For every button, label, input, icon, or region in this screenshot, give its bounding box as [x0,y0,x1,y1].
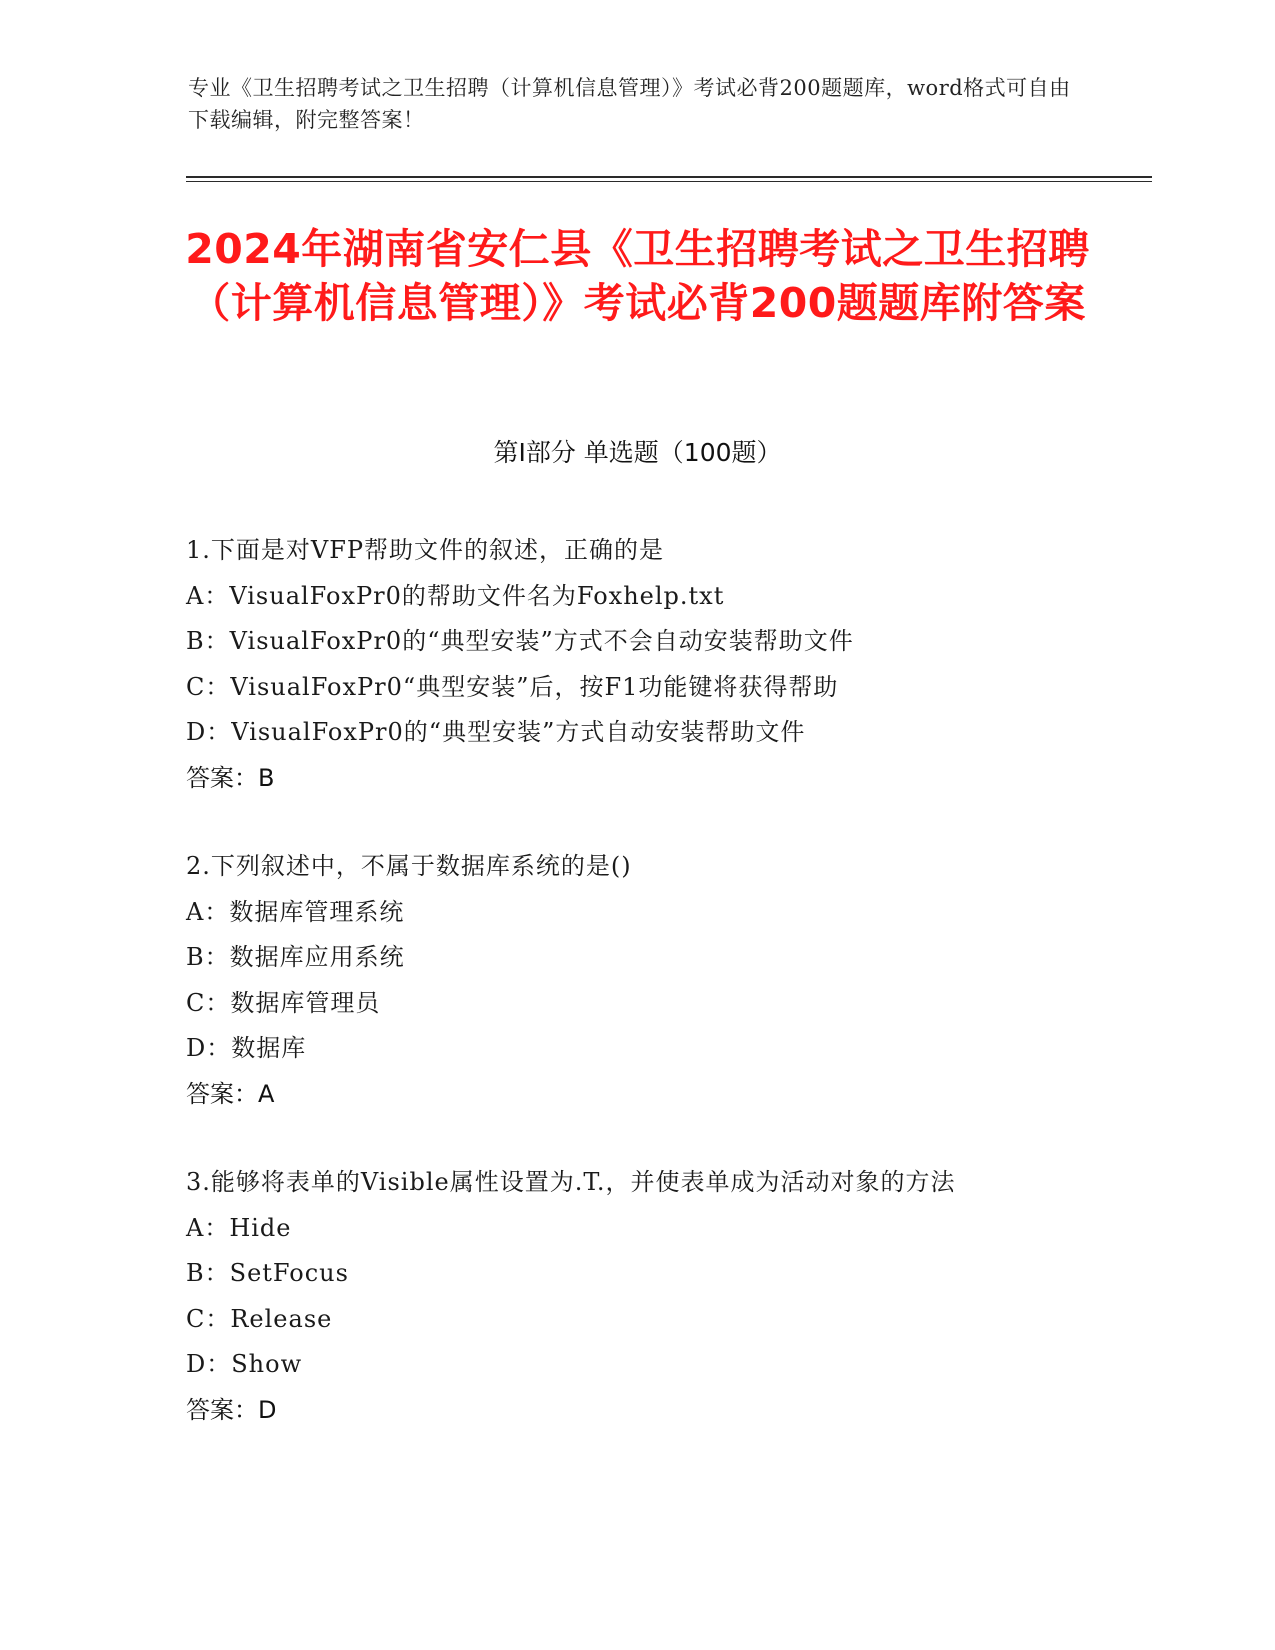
option-d: D：VisualFoxPr0的“典型安装”方式自动安装帮助文件 [186,718,806,746]
option-d: D：Show [186,1350,303,1378]
answer-line: 答案：A [186,1079,275,1108]
question-stem: 2.下列叙述中，不属于数据库系统的是() [186,852,632,880]
question-2 [186,844,1086,1117]
header-divider-thick [186,176,1152,178]
answer-line: 答案：D [186,1395,277,1424]
question-1 [186,528,1086,801]
option-b: B：SetFocus [186,1259,349,1287]
header-note: 专业《卫生招聘考试之卫生招聘（计算机信息管理）》考试必背200题题库，word格式可自由下载编辑，附完整答案！ [188,76,1071,132]
option-b: B：数据库应用系统 [186,943,405,971]
question-3 [186,1160,1086,1433]
header-divider-thin [186,181,1152,182]
question-list [186,528,1086,1476]
question-stem: 3.能够将表单的Visible属性设置为.T.，并使表单成为活动对象的方法 [186,1168,956,1196]
option-d: D：数据库 [186,1034,307,1062]
answer-line: 答案：B [186,763,275,792]
option-c: C：Release [186,1304,333,1333]
option-a: A：VisualFoxPr0的帮助文件名为Foxhelp.txt [186,581,725,610]
option-c: C：VisualFoxPr0“典型安装”后，按F1功能键将获得帮助 [186,672,839,701]
option-a: A：数据库管理系统 [186,897,405,926]
document-title: 2024年湖南省安仁县《卫生招聘考试之卫生招聘（计算机信息管理）》考试必背200题题库附答案 [185,225,1090,327]
option-c: C：数据库管理员 [186,988,381,1017]
question-stem: 1.下面是对VFP帮助文件的叙述，正确的是 [186,536,665,564]
option-a: A：Hide [186,1213,292,1242]
option-b: B：VisualFoxPr0的“典型安装”方式不会自动安装帮助文件 [186,627,854,655]
section-heading: 第I部分 单选题（100题） [493,438,782,467]
